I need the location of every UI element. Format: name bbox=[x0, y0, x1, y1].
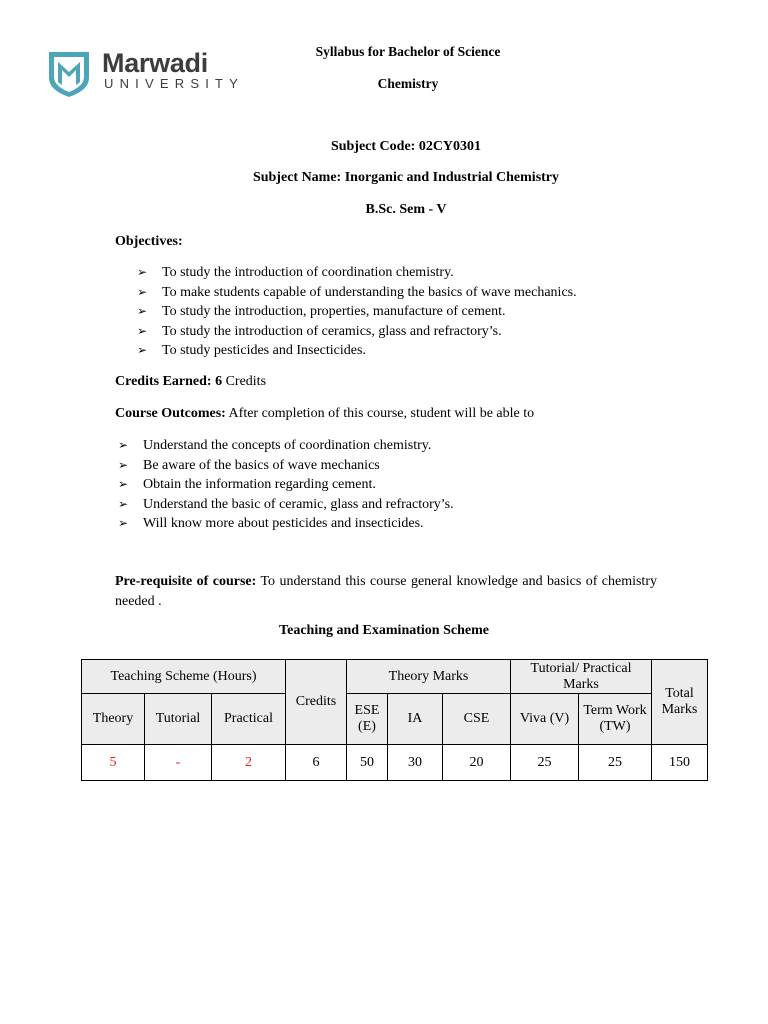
teaching-exam-scheme-table bbox=[81, 659, 708, 781]
tutorial-subheader: Tutorial bbox=[145, 694, 212, 745]
tutorial-practical-header: Tutorial/ Practical Marks bbox=[511, 660, 652, 694]
outcomes-list bbox=[118, 436, 698, 534]
arrow-bullet-icon: ➢ bbox=[137, 323, 148, 338]
list-item: ➢ To study pesticides and Insecticides. bbox=[140, 341, 700, 361]
outcomes-intro: After completion of this course, student will be able to bbox=[225, 406, 535, 421]
total-marks-value: 150 bbox=[652, 745, 708, 781]
practical-subheader: Practical bbox=[212, 694, 286, 745]
theory-hours: 5 bbox=[82, 745, 145, 781]
arrow-bullet-icon: ➢ bbox=[137, 265, 148, 279]
program-title: Chemistry bbox=[377, 76, 439, 91]
arrow-bullet-icon: ➢ bbox=[118, 438, 129, 452]
arrow-bullet-icon: ➢ bbox=[118, 457, 129, 472]
list-item: ➢ To study the introduction of ceramics, glass and refractory’s. bbox=[140, 322, 700, 342]
logo-wordmark: Marwadi bbox=[102, 48, 208, 78]
arrow-bullet-icon: ➢ bbox=[137, 343, 148, 357]
arrow-bullet-icon: ➢ bbox=[118, 477, 129, 491]
subject-code: Subject Code: 02CY0301 bbox=[330, 139, 482, 154]
ia-subheader: IA bbox=[388, 694, 443, 745]
table-row bbox=[82, 694, 708, 745]
syllabus-title: Syllabus for Bachelor of Science bbox=[315, 44, 501, 59]
practical-hours: 2 bbox=[212, 745, 286, 781]
teaching-scheme-header: Teaching Scheme (Hours) bbox=[82, 660, 286, 694]
ia-value: 30 bbox=[388, 745, 443, 781]
term-work-value: 25 bbox=[579, 745, 652, 781]
arrow-bullet-icon: ➢ bbox=[118, 516, 129, 530]
course-outcomes bbox=[115, 406, 534, 422]
outcomes-label: Course Outcomes: bbox=[115, 406, 226, 421]
theory-marks-header: Theory Marks bbox=[347, 660, 511, 694]
list-item: ➢ To study the introduction, properties, manufacture of cement. bbox=[140, 302, 700, 322]
credits-value: 6 bbox=[286, 745, 347, 781]
table-row bbox=[82, 660, 708, 694]
semester: B.Sc. Sem - V bbox=[365, 202, 447, 217]
list-item: ➢ Understand the concepts of coordination chemistry. bbox=[118, 436, 698, 456]
cse-subheader: CSE bbox=[443, 694, 511, 745]
objectives-list bbox=[137, 263, 700, 361]
credits-header: Credits bbox=[286, 660, 347, 745]
scheme-title: Teaching and Examination Scheme bbox=[279, 623, 489, 638]
arrow-bullet-icon: ➢ bbox=[137, 304, 148, 318]
logo-subtitle: UNIVERSITY bbox=[104, 76, 245, 91]
university-logo bbox=[46, 48, 246, 98]
viva-subheader: Viva (V) bbox=[511, 694, 579, 745]
credits-earned bbox=[115, 374, 266, 390]
ese-subheader: ESE (E) bbox=[347, 694, 388, 745]
university-shield-icon bbox=[46, 48, 92, 98]
cse-value: 20 bbox=[443, 745, 511, 781]
list-item: ➢ Obtain the information regarding cement. bbox=[118, 475, 698, 495]
list-item: ➢ To make students capable of understanding the basics of wave mechanics. bbox=[140, 283, 700, 303]
viva-value: 25 bbox=[511, 745, 579, 781]
prerequisite-label: Pre-requisite of course: bbox=[115, 574, 257, 589]
list-item: ➢ Will know more about pesticides and insecticides. bbox=[118, 514, 698, 534]
list-item: ➢ Understand the basic of ceramic, glass and refractory’s. bbox=[118, 495, 698, 515]
list-item: ➢ Be aware of the basics of wave mechanics bbox=[118, 456, 698, 476]
credits-suffix: Credits bbox=[222, 374, 267, 389]
total-marks-header: Total Marks bbox=[652, 660, 708, 745]
term-work-subheader: Term Work (TW) bbox=[579, 694, 652, 745]
arrow-bullet-icon: ➢ bbox=[137, 284, 148, 299]
list-item: ➢ To study the introduction of coordination chemistry. bbox=[140, 263, 700, 283]
theory-subheader: Theory bbox=[82, 694, 145, 745]
prerequisite-text: To understand this course general knowledge and basics of chemistry needed . bbox=[115, 574, 657, 609]
tutorial-hours: - bbox=[145, 745, 212, 781]
table-row bbox=[82, 745, 708, 781]
arrow-bullet-icon: ➢ bbox=[118, 496, 129, 511]
credits-label: Credits Earned: 6 bbox=[115, 374, 223, 389]
objectives-heading: Objectives: bbox=[115, 234, 183, 249]
subject-name: Subject Name: Inorganic and Industrial Chemistry bbox=[252, 170, 560, 185]
prerequisite bbox=[115, 572, 657, 612]
ese-value: 50 bbox=[347, 745, 388, 781]
